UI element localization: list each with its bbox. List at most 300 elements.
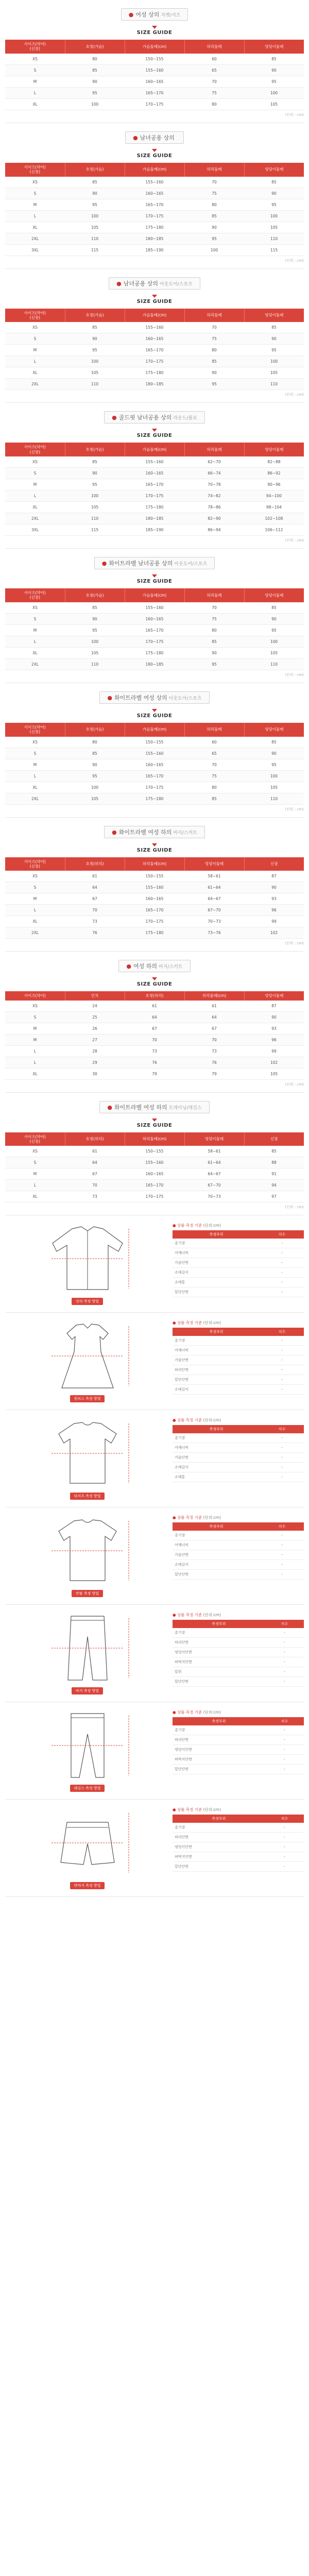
size-section xyxy=(5,269,304,403)
section-title-text: 화이트라벨 여성 하의 xyxy=(114,1104,167,1111)
measure-table xyxy=(173,1522,304,1580)
table-cell: 105 xyxy=(244,647,304,658)
column-header: 가슴둘레(cm) xyxy=(125,443,184,456)
measure-row xyxy=(173,1735,304,1745)
table-cell: 100 xyxy=(244,770,304,782)
table-cell: 150~155 xyxy=(125,1146,184,1157)
size-section xyxy=(5,549,304,683)
arrow-down-icon xyxy=(152,149,157,152)
table-cell: 175~180 xyxy=(125,367,184,379)
table-cell: 110 xyxy=(244,233,304,244)
column-header: 허리둘레 xyxy=(184,309,244,323)
table-cell: 74~82 xyxy=(184,490,244,502)
column-header: 엉덩이둘레 xyxy=(244,163,304,177)
table-cell: 94 xyxy=(244,1180,304,1191)
table-cell: 160~165 xyxy=(125,468,184,479)
table-cell: 110 xyxy=(244,379,304,390)
table-row xyxy=(5,87,304,98)
table-row xyxy=(5,1191,304,1202)
table-cell: 70~73 xyxy=(184,1191,244,1202)
table-cell: 85 xyxy=(244,322,304,333)
table-cell: 180~185 xyxy=(125,233,184,244)
measure-cell: - xyxy=(260,1443,304,1453)
table-cell: 67 xyxy=(184,1023,244,1034)
table-row xyxy=(5,1168,304,1180)
section-subtitle: 바지/스커트 xyxy=(173,830,197,836)
table-cell: 28 xyxy=(65,1045,125,1057)
table-cell: 85 xyxy=(65,177,125,188)
measure-info-unit: (단위:cm) xyxy=(203,1320,221,1326)
bullet-icon: ● xyxy=(128,11,134,18)
section-title xyxy=(5,1101,304,1113)
measure-row xyxy=(173,1755,304,1765)
column-header: 사이즈(약어) (신장) xyxy=(5,588,65,602)
table-row xyxy=(5,210,304,222)
size-section xyxy=(5,683,304,818)
measure-info xyxy=(169,1320,304,1402)
table-cell: XS xyxy=(5,1001,65,1012)
measure-cell: - xyxy=(260,1560,304,1570)
table-cell: 76 xyxy=(184,1057,244,1068)
measure-cell: 가슴단면 xyxy=(173,1355,260,1365)
table-cell: 185~190 xyxy=(125,244,184,256)
table-cell: 155~160 xyxy=(125,177,184,188)
garment-illustration xyxy=(5,1709,169,1792)
measure-column-header: 측정부위 xyxy=(173,1620,265,1628)
table-cell: 170~175 xyxy=(125,636,184,647)
table-cell: 96 xyxy=(244,905,304,916)
size-guide-label xyxy=(5,429,304,438)
table-cell: 70 xyxy=(125,1034,184,1045)
table-cell: 100 xyxy=(65,490,125,502)
measure-cell: - xyxy=(260,1346,304,1355)
section-title-text: 남녀공용 상의 xyxy=(123,280,158,287)
table-cell: 70 xyxy=(65,1180,125,1191)
table-cell: 95 xyxy=(244,199,304,210)
table-cell: 2XL xyxy=(5,927,65,939)
section-title-pill xyxy=(125,131,184,144)
table-row xyxy=(5,658,304,670)
table-cell: 155~160 xyxy=(125,64,184,76)
measure-cell: 가슴단면 xyxy=(173,1453,260,1463)
column-header: 허리둘레 xyxy=(184,40,244,54)
measure-cell: 소매길이 xyxy=(173,1385,260,1395)
measure-row xyxy=(173,1667,304,1677)
table-row xyxy=(5,333,304,345)
measure-guide xyxy=(5,1313,304,1410)
measure-cell: 밑단단면 xyxy=(173,1570,260,1580)
table-cell: XL xyxy=(5,647,65,658)
size-guide-text: SIZE GUIDE xyxy=(136,579,173,584)
table-cell: 95 xyxy=(184,658,244,670)
table-cell: 85 xyxy=(65,748,125,759)
table-row xyxy=(5,468,304,479)
measure-cell: 허리단면 xyxy=(173,1735,265,1745)
measure-row xyxy=(173,1833,304,1842)
size-guide-text: SIZE GUIDE xyxy=(136,713,173,719)
column-header: 호칭(가슴) xyxy=(65,443,125,456)
table-row xyxy=(5,98,304,110)
table-cell: 175~180 xyxy=(125,647,184,658)
size-guide-label xyxy=(5,26,304,36)
table-cell: 95 xyxy=(244,345,304,356)
column-header: 엉덩이둘레 xyxy=(244,723,304,737)
table-cell: 93 xyxy=(244,1023,304,1034)
measure-cell: 총기장 xyxy=(173,1628,265,1638)
table-row xyxy=(5,905,304,916)
table-row xyxy=(5,490,304,502)
measure-cell: 총기장 xyxy=(173,1531,260,1540)
column-header: 신장 xyxy=(244,1132,304,1146)
measure-cell: 엉덩이단면 xyxy=(173,1648,265,1657)
table-cell: XL xyxy=(5,367,65,379)
measure-info-title-text: 상품 측정 기준 xyxy=(177,1710,202,1715)
measure-column-header: 치수 xyxy=(260,1328,304,1336)
measure-row xyxy=(173,1375,304,1385)
section-subtitle: 자켓/셔츠 xyxy=(161,13,181,18)
table-cell: 95 xyxy=(184,233,244,244)
section-title-text: 화이트라벨 남녀공용 상의 xyxy=(109,560,173,567)
column-header: 엉덩이둘레 xyxy=(184,1132,244,1146)
table-cell: 105 xyxy=(65,647,125,658)
measure-cell: - xyxy=(260,1239,304,1248)
measure-row xyxy=(173,1336,304,1346)
section-title-pill xyxy=(118,960,190,972)
column-header: 가슴둘레(cm) xyxy=(125,588,184,602)
section-title-pill xyxy=(99,691,209,704)
table-cell: 90 xyxy=(184,367,244,379)
measure-cell: 엉덩이단면 xyxy=(173,1745,265,1755)
measure-row xyxy=(173,1268,304,1278)
table-row xyxy=(5,379,304,390)
section-title-pill xyxy=(104,826,205,838)
table-cell: 80 xyxy=(65,737,125,748)
size-table xyxy=(5,991,304,1079)
table-cell: 65 xyxy=(184,64,244,76)
arrow-down-icon xyxy=(152,26,157,29)
measure-row xyxy=(173,1248,304,1258)
garment-illustration xyxy=(5,1320,169,1402)
table-header-row xyxy=(5,857,304,871)
garment-illustration xyxy=(5,1515,169,1597)
table-cell: 61~64 xyxy=(184,882,244,893)
table-cell: M xyxy=(5,1034,65,1045)
table-cell: 93 xyxy=(244,893,304,905)
measure-row xyxy=(173,1287,304,1297)
table-cell: 67 xyxy=(65,893,125,905)
table-cell: 102 xyxy=(244,927,304,939)
table-row xyxy=(5,1157,304,1168)
measure-cell: - xyxy=(265,1833,304,1842)
column-header: 사이즈(약어) (신장) xyxy=(5,163,65,177)
measure-info xyxy=(169,1417,304,1500)
table-row xyxy=(5,456,304,468)
table-cell: 70 xyxy=(184,322,244,333)
table-cell: 64~67 xyxy=(184,1168,244,1180)
arrow-down-icon xyxy=(152,977,157,980)
table-cell: 58~61 xyxy=(184,871,244,882)
size-table xyxy=(5,857,304,939)
measure-caption: 반팔 측정 방법 xyxy=(72,1590,103,1597)
table-cell: 110 xyxy=(65,233,125,244)
table-row xyxy=(5,188,304,199)
measure-column-header: 측정부위 xyxy=(173,1328,260,1336)
measure-info-title-text: 상품 측정 기준 xyxy=(177,1515,202,1520)
table-cell: M xyxy=(5,199,65,210)
table-cell: 88 xyxy=(244,1157,304,1168)
table-cell: 61 xyxy=(65,1146,125,1157)
table-row xyxy=(5,502,304,513)
column-header: 엉덩이둘레 xyxy=(244,443,304,456)
measure-header-row xyxy=(173,1425,304,1433)
bullet-icon: ● xyxy=(116,280,122,287)
table-cell: 180~185 xyxy=(125,379,184,390)
table-cell: S xyxy=(5,882,65,893)
measure-cell: 총기장 xyxy=(173,1823,265,1833)
table-cell: 80 xyxy=(65,54,125,65)
column-header: 호칭(가슴) xyxy=(65,163,125,177)
measure-row xyxy=(173,1540,304,1550)
table-cell: 85 xyxy=(184,636,244,647)
bullet-icon: ● xyxy=(107,694,113,701)
table-cell: 100 xyxy=(65,782,125,793)
table-cell: 67 xyxy=(125,1023,184,1034)
table-cell: 110 xyxy=(65,658,125,670)
unit-note: (단위 : cm) xyxy=(285,538,304,543)
table-cell: 105 xyxy=(244,367,304,379)
table-cell: XS xyxy=(5,871,65,882)
measure-row xyxy=(173,1570,304,1580)
measure-row xyxy=(173,1346,304,1355)
table-cell: 70 xyxy=(184,1034,244,1045)
measure-cell: 소매길이 xyxy=(173,1268,260,1278)
column-header: 호칭(가슴) xyxy=(65,309,125,323)
size-table xyxy=(5,723,304,805)
measure-cell: - xyxy=(265,1765,304,1774)
column-header: 사이즈(약어) (신장) xyxy=(5,1132,65,1146)
measure-row xyxy=(173,1560,304,1570)
table-cell: 90 xyxy=(244,188,304,199)
measure-caption: 바지 측정 방법 xyxy=(72,1687,103,1694)
table-cell: 90 xyxy=(244,613,304,624)
table-cell: 165~170 xyxy=(125,87,184,98)
table-cell: 70~78 xyxy=(184,479,244,490)
table-cell: M xyxy=(5,76,65,87)
table-row xyxy=(5,479,304,490)
table-cell: 90 xyxy=(184,647,244,658)
section-subtitle: 아웃도어/스포츠 xyxy=(159,281,193,287)
table-row xyxy=(5,244,304,256)
column-header: 호칭(허리) xyxy=(65,1132,125,1146)
measure-cell: - xyxy=(265,1648,304,1657)
table-cell: 85 xyxy=(244,1146,304,1157)
table-cell: 76 xyxy=(125,1057,184,1068)
table-row xyxy=(5,748,304,759)
table-cell: 155~160 xyxy=(125,1157,184,1168)
table-cell: XL xyxy=(5,1191,65,1202)
table-cell: 115 xyxy=(65,244,125,256)
table-cell: 70 xyxy=(65,905,125,916)
measure-row xyxy=(173,1628,304,1638)
table-cell: 26 xyxy=(65,1023,125,1034)
table-row xyxy=(5,233,304,244)
garment-illustration xyxy=(5,1223,169,1305)
table-cell: 150~155 xyxy=(125,54,184,65)
measure-cell: 허벅지단면 xyxy=(173,1755,265,1765)
table-cell: 80 xyxy=(184,199,244,210)
measure-cell: - xyxy=(265,1638,304,1648)
table-row xyxy=(5,737,304,748)
table-header-row xyxy=(5,443,304,456)
measure-header-row xyxy=(173,1815,304,1823)
table-cell: 170~175 xyxy=(125,490,184,502)
section-title xyxy=(5,557,304,569)
table-cell: 60 xyxy=(184,737,244,748)
measure-info-unit: (단위:cm) xyxy=(203,1418,221,1423)
measure-info-title: ● 상품 측정 기준 (단위:cm) xyxy=(173,1223,221,1228)
table-row xyxy=(5,613,304,624)
table-cell: S xyxy=(5,188,65,199)
dress-outline-icon xyxy=(36,1320,139,1392)
table-cell: 160~165 xyxy=(125,188,184,199)
measure-header-row xyxy=(173,1230,304,1239)
section-subtitle: 트레이닝/레깅스 xyxy=(168,1105,202,1111)
measure-info xyxy=(169,1807,304,1889)
unit-note: (단위 : cm) xyxy=(285,672,304,677)
table-cell: 160~165 xyxy=(125,893,184,905)
measure-info-title-text: 상품 측정 기준 xyxy=(177,1223,202,1228)
table-cell: 175~180 xyxy=(125,502,184,513)
table-cell: 155~160 xyxy=(125,882,184,893)
table-cell: 100 xyxy=(244,636,304,647)
table-cell: 85 xyxy=(65,456,125,468)
table-cell: L xyxy=(5,356,65,367)
table-cell: XS xyxy=(5,322,65,333)
column-header: 가슴둘레(cm) xyxy=(125,723,184,737)
measure-cell: - xyxy=(260,1365,304,1375)
table-cell: 170~175 xyxy=(125,98,184,110)
section-title-text: 화이트라벨 여성 상의 xyxy=(114,694,167,701)
unit-note: (단위 : cm) xyxy=(285,1205,304,1210)
section-title-pill xyxy=(121,8,188,21)
table-cell: 75 xyxy=(184,188,244,199)
arrow-down-icon xyxy=(152,429,157,432)
column-header: 사이즈(약어) (신장) xyxy=(5,723,65,737)
size-guide-label xyxy=(5,977,304,987)
measure-cell: 엉덩이단면 xyxy=(173,1842,265,1852)
measure-cell: 총기장 xyxy=(173,1433,260,1443)
column-header: 가슴둘레(cm) xyxy=(125,163,184,177)
table-cell: 73 xyxy=(65,1191,125,1202)
size-guide-label xyxy=(5,1118,304,1128)
table-cell: 70 xyxy=(184,602,244,614)
table-cell: M xyxy=(5,759,65,770)
measure-cell: - xyxy=(265,1755,304,1765)
column-header: 허리둘레(cm) xyxy=(184,991,244,1000)
table-cell: 2XL xyxy=(5,513,65,524)
table-cell: 90 xyxy=(65,76,125,87)
table-cell: 80 xyxy=(184,624,244,636)
bullet-icon: ● xyxy=(112,414,117,421)
measure-table xyxy=(173,1230,304,1297)
measure-cell: - xyxy=(265,1677,304,1687)
size-guide-text: SIZE GUIDE xyxy=(136,30,173,36)
table-cell: XL xyxy=(5,916,65,927)
measure-info-unit: (단위:cm) xyxy=(203,1515,221,1520)
size-guide-text: SIZE GUIDE xyxy=(136,298,173,304)
measure-column-header: 치수 xyxy=(260,1230,304,1239)
section-title-pill xyxy=(94,557,215,569)
table-cell: 110 xyxy=(244,658,304,670)
measure-cell: - xyxy=(265,1745,304,1755)
measure-column-header: 측정부위 xyxy=(173,1522,260,1531)
table-cell: L xyxy=(5,1057,65,1068)
table-cell: 61 xyxy=(65,871,125,882)
table-cell: XS xyxy=(5,737,65,748)
measure-caption: 원피스 측정 방법 xyxy=(70,1395,105,1402)
measure-cell: - xyxy=(265,1657,304,1667)
size-guide-label xyxy=(5,843,304,853)
table-cell: 86~94 xyxy=(184,524,244,536)
table-cell: XL xyxy=(5,1068,65,1079)
section-title xyxy=(5,411,304,423)
bullet-icon: ● xyxy=(126,963,132,970)
table-cell: 70 xyxy=(184,759,244,770)
measure-column-header: 치수 xyxy=(265,1717,304,1725)
table-cell: 85 xyxy=(244,54,304,65)
table-cell: 100 xyxy=(244,356,304,367)
measure-cell: - xyxy=(260,1278,304,1287)
size-guide-label xyxy=(5,295,304,304)
table-cell: 160~165 xyxy=(125,759,184,770)
measure-cell: - xyxy=(265,1823,304,1833)
section-title-text: 골드핏 남녀공용 상의 xyxy=(118,414,172,421)
bullet-icon: ● xyxy=(107,1104,113,1111)
measure-info-title-text: 상품 측정 기준 xyxy=(177,1613,202,1618)
table-cell: 3XL xyxy=(5,244,65,256)
table-header-row xyxy=(5,163,304,177)
table-cell: 97 xyxy=(244,1191,304,1202)
table-cell: XS xyxy=(5,177,65,188)
table-row xyxy=(5,624,304,636)
measure-guide xyxy=(5,1410,304,1507)
table-cell: 25 xyxy=(65,1011,125,1023)
measure-row xyxy=(173,1852,304,1862)
size-table xyxy=(5,588,304,670)
table-cell: 61 xyxy=(184,1001,244,1012)
measure-table xyxy=(173,1328,304,1395)
size-table xyxy=(5,40,304,110)
section-title xyxy=(5,826,304,838)
table-cell: 85 xyxy=(65,602,125,614)
table-cell: 105 xyxy=(244,222,304,233)
table-row xyxy=(5,1001,304,1012)
table-cell: 100 xyxy=(65,210,125,222)
column-header: 엉덩이둘레 xyxy=(244,588,304,602)
measure-cell: - xyxy=(260,1355,304,1365)
measure-info xyxy=(169,1612,304,1694)
table-cell: XL xyxy=(5,782,65,793)
table-cell: 58~61 xyxy=(184,1146,244,1157)
table-cell: 87 xyxy=(244,871,304,882)
measure-info-unit: (단위:cm) xyxy=(203,1807,221,1812)
table-cell: XS xyxy=(5,1146,65,1157)
table-cell: 2XL xyxy=(5,233,65,244)
measure-row xyxy=(173,1648,304,1657)
table-row xyxy=(5,916,304,927)
measure-cell: 허리단면 xyxy=(173,1833,265,1842)
table-cell: 100 xyxy=(184,244,244,256)
